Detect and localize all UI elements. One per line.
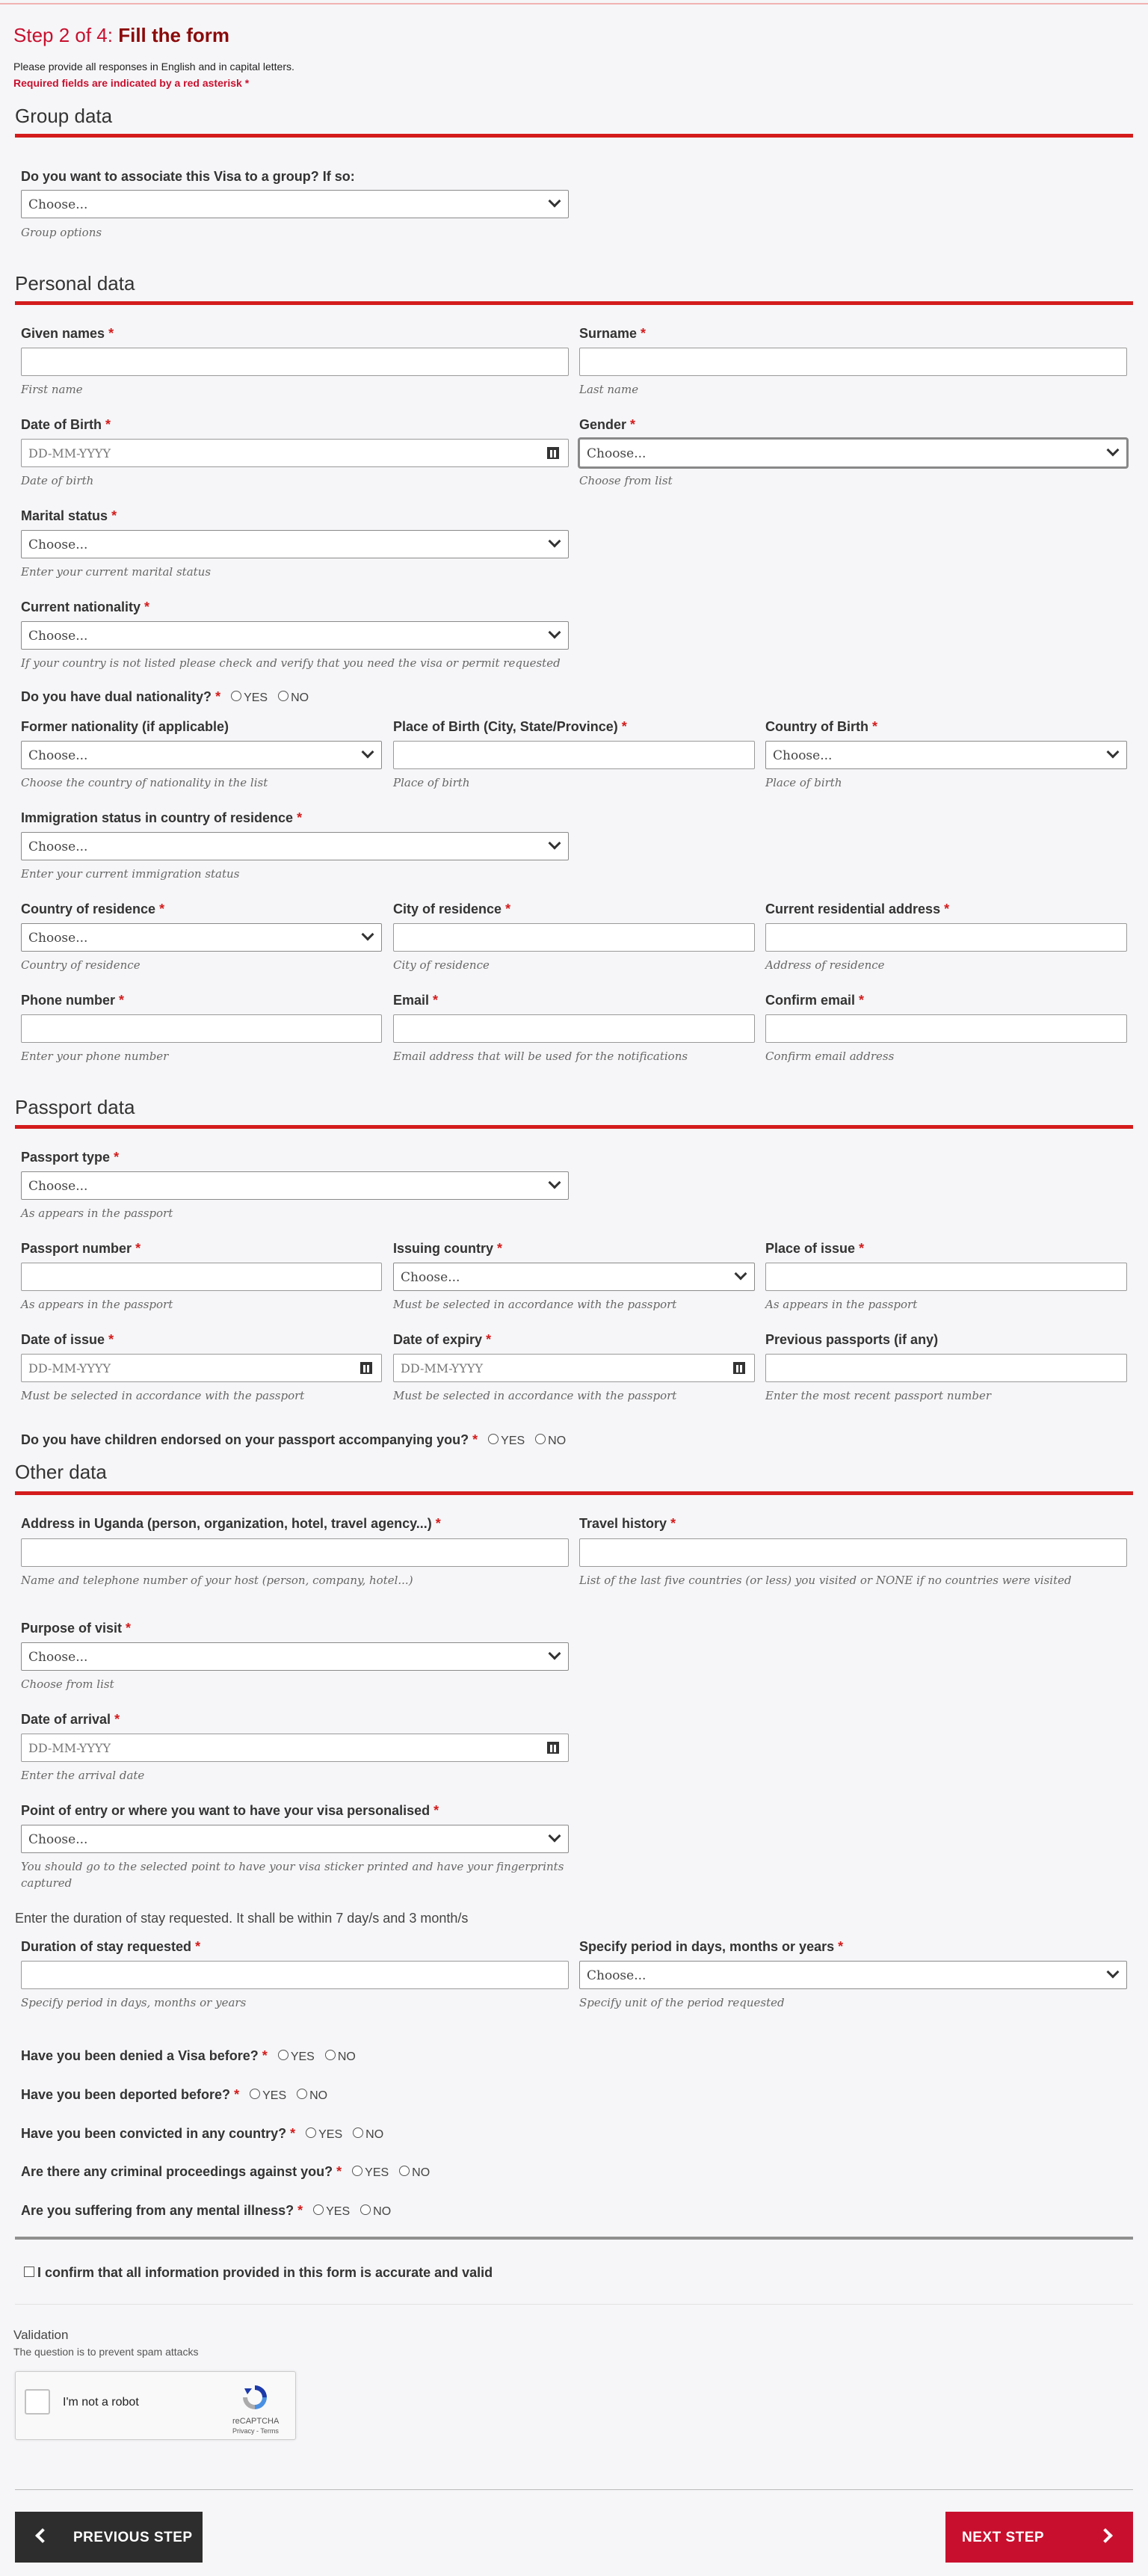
purpose-label: Purpose of visit *	[21, 1621, 132, 1636]
divider	[15, 2304, 1133, 2305]
address-uganda-input[interactable]	[21, 1538, 569, 1567]
marital-help: Enter your current marital status	[21, 565, 212, 579]
email-label: Email *	[393, 993, 439, 1008]
validation-title: Validation	[13, 2328, 69, 2342]
given-names-help: First name	[21, 383, 83, 396]
former-nationality-label: Former nationality (if applicable)	[21, 719, 229, 734]
gender-label: Gender *	[579, 417, 636, 432]
validation-subtitle: The question is to prevent spam attacks	[13, 2346, 199, 2358]
calendar-icon[interactable]	[547, 1742, 559, 1754]
email-input[interactable]	[393, 1014, 755, 1043]
divider	[15, 2237, 1133, 2240]
nationality-label: Current nationality *	[21, 600, 150, 614]
chevron-down-icon	[549, 195, 561, 208]
duration-help: Specify period in days, months or years	[21, 1996, 247, 2009]
passport-type-select[interactable]: Choose...	[21, 1171, 569, 1200]
convicted-question: Have you been convicted in any country? * YES NO	[21, 2126, 384, 2141]
entry-point-label: Point of entry or where you want to have your visa personalised *	[21, 1803, 439, 1818]
chevron-down-icon	[549, 1648, 561, 1660]
passport-number-input[interactable]	[21, 1263, 382, 1291]
intro-text: Please provide all responses in English and in capital letters.	[13, 61, 294, 73]
dual-nationality-no-radio[interactable]	[278, 691, 288, 701]
place-issue-input[interactable]	[765, 1263, 1127, 1291]
denied-no-radio[interactable]	[325, 2050, 336, 2060]
dual-nationality-question: Do you have dual nationality? * YES NO	[21, 689, 309, 704]
duration-input[interactable]	[21, 1961, 569, 1989]
surname-input[interactable]	[579, 348, 1127, 376]
purpose-select[interactable]: Choose...	[21, 1642, 569, 1671]
chevron-down-icon	[549, 837, 561, 850]
immigration-select[interactable]: Choose...	[21, 832, 569, 860]
next-step-button[interactable]	[945, 2512, 1133, 2563]
recaptcha-checkbox[interactable]	[25, 2389, 50, 2415]
confirm-email-label: Confirm email *	[765, 993, 865, 1008]
country-residence-help: Country of residence	[21, 958, 141, 972]
chevron-down-icon	[549, 626, 561, 639]
duration-label: Duration of stay requested *	[21, 1939, 201, 1954]
country-birth-help: Place of birth	[765, 776, 842, 789]
next-step-label: NEXT STEP	[962, 2530, 1045, 2545]
divider	[15, 2489, 1133, 2490]
surname-help: Last name	[579, 383, 639, 396]
criminal-no-radio[interactable]	[399, 2166, 410, 2176]
chevron-down-icon	[1107, 444, 1120, 457]
calendar-icon[interactable]	[360, 1362, 372, 1374]
section-title-passport: Passport data	[15, 1096, 135, 1118]
dob-label: Date of Birth *	[21, 417, 111, 432]
period-unit-select[interactable]: Choose...	[579, 1961, 1127, 1989]
recaptcha-brand: reCAPTCHA	[232, 2417, 280, 2426]
group-help: Group options	[21, 226, 102, 239]
chevron-right-icon	[1098, 2528, 1113, 2543]
dob-input[interactable]: DD-MM-YYYY	[21, 439, 569, 467]
email-help: Email address that will be used for the notifications	[393, 1050, 688, 1063]
country-birth-label: Country of Birth *	[765, 719, 878, 734]
passport-type-help: As appears in the passport	[21, 1207, 173, 1220]
entry-point-help-cont: captured	[21, 1876, 72, 1890]
given-names-input[interactable]	[21, 348, 569, 376]
address-uganda-help: Name and telephone number of your host (person, company, hotel...)	[21, 1574, 413, 1587]
section-title-personal: Personal data	[15, 272, 135, 295]
phone-input[interactable]	[21, 1014, 382, 1043]
criminal-yes-radio[interactable]	[352, 2166, 362, 2176]
deported-no-radio[interactable]	[297, 2089, 307, 2099]
date-expiry-label: Date of expiry *	[393, 1332, 492, 1347]
dob-help: Date of birth	[21, 474, 94, 487]
phone-help: Enter your phone number	[21, 1050, 169, 1063]
convicted-yes-radio[interactable]	[306, 2127, 316, 2138]
group-select[interactable]: Choose...	[21, 190, 569, 218]
former-nationality-select[interactable]: Choose...	[21, 741, 382, 769]
chevron-down-icon	[1107, 1966, 1120, 1979]
criminal-question: Are there any criminal proceedings against you? * YES NO	[21, 2164, 430, 2179]
confirm-email-help: Confirm email address	[765, 1050, 895, 1063]
mental-no-radio[interactable]	[360, 2204, 371, 2215]
travel-history-help: List of the last five countries (or less) you visited or NONE if no countries were visited	[579, 1574, 1072, 1587]
surname-label: Surname *	[579, 326, 646, 341]
date-issue-label: Date of issue *	[21, 1332, 114, 1347]
previous-passports-label: Previous passports (if any)	[765, 1332, 939, 1347]
recaptcha-terms-link[interactable]: Privacy - Terms	[232, 2427, 279, 2435]
place-birth-help: Place of birth	[393, 776, 470, 789]
date-issue-help: Must be selected in accordance with the passport	[21, 1389, 305, 1402]
confirm-row: I confirm that all information provided in this form is accurate and valid	[24, 2265, 493, 2281]
previous-passports-help: Enter the most recent passport number	[765, 1389, 992, 1402]
calendar-icon[interactable]	[733, 1362, 745, 1374]
travel-history-input[interactable]	[579, 1538, 1127, 1567]
city-residence-label: City of residence *	[393, 902, 511, 916]
section-title-other: Other data	[15, 1461, 107, 1483]
children-no-radio[interactable]	[535, 1434, 546, 1444]
section-divider	[15, 134, 1133, 138]
nationality-select[interactable]: Choose...	[21, 621, 569, 650]
arrival-input[interactable]: DD-MM-YYYY	[21, 1734, 569, 1762]
issuing-country-help: Must be selected in accordance with the passport	[393, 1298, 677, 1311]
previous-step-label: PREVIOUS STEP	[73, 2530, 193, 2545]
calendar-icon[interactable]	[547, 447, 559, 459]
entry-point-select[interactable]: Choose...	[21, 1825, 569, 1853]
confirm-email-input[interactable]	[765, 1014, 1127, 1043]
recaptcha-widget	[15, 2371, 296, 2440]
previous-passports-input[interactable]	[765, 1354, 1127, 1382]
gender-select[interactable]: Choose...	[579, 439, 1127, 467]
address-residence-help: Address of residence	[765, 958, 885, 972]
convicted-no-radio[interactable]	[353, 2127, 363, 2138]
gender-help: Choose from list	[579, 474, 673, 487]
chevron-left-icon	[35, 2528, 50, 2543]
children-question: Do you have children endorsed on your passport accompanying you? * YES NO	[21, 1432, 567, 1447]
place-birth-input[interactable]	[393, 741, 755, 769]
passport-type-label: Passport type *	[21, 1150, 120, 1165]
top-border	[0, 3, 1148, 4]
purpose-help: Choose from list	[21, 1677, 114, 1691]
confirm-checkbox[interactable]	[24, 2267, 34, 2277]
country-residence-select[interactable]: Choose...	[21, 923, 382, 952]
place-issue-help: As appears in the passport	[765, 1298, 918, 1311]
required-note: Required fields are indicated by a red asterisk *	[13, 77, 250, 89]
period-unit-label: Specify period in days, months or years *	[579, 1939, 844, 1954]
chevron-down-icon	[362, 746, 374, 759]
marital-select[interactable]: Choose...	[21, 530, 569, 558]
address-uganda-label: Address in Uganda (person, organization, hotel, travel agency...) *	[21, 1516, 441, 1531]
issuing-country-select[interactable]: Choose...	[393, 1263, 755, 1291]
issuing-country-label: Issuing country *	[393, 1241, 503, 1256]
immigration-help: Enter your current immigration status	[21, 867, 240, 881]
recaptcha-logo-icon	[240, 2382, 270, 2412]
place-issue-label: Place of issue *	[765, 1241, 865, 1256]
chevron-down-icon	[362, 928, 374, 941]
country-residence-label: Country of residence *	[21, 902, 165, 916]
chevron-down-icon	[549, 1830, 561, 1843]
denied-yes-radio[interactable]	[278, 2050, 288, 2060]
chevron-down-icon	[735, 1268, 747, 1281]
marital-label: Marital status *	[21, 508, 117, 523]
entry-point-help: You should go to the selected point to have your visa sticker printed and have your fingerprints	[21, 1860, 564, 1873]
denied-question: Have you been denied a Visa before? * YES NO	[21, 2048, 356, 2063]
chevron-down-icon	[549, 535, 561, 548]
address-residence-label: Current residential address *	[765, 902, 950, 916]
dual-nationality-yes-radio[interactable]	[231, 691, 241, 701]
date-expiry-help: Must be selected in accordance with the passport	[393, 1389, 677, 1402]
section-divider	[15, 1125, 1133, 1129]
given-names-label: Given names *	[21, 326, 114, 341]
chevron-down-icon	[1107, 746, 1120, 759]
recaptcha-label: I'm not a robot	[63, 2396, 139, 2409]
group-label: Do you want to associate this Visa to a group? If so:	[21, 169, 355, 184]
section-divider	[15, 1491, 1133, 1495]
step-heading: Step 2 of 4: Fill the form	[13, 24, 229, 46]
date-issue-input[interactable]: DD-MM-YYYY	[21, 1354, 382, 1382]
city-residence-help: City of residence	[393, 958, 490, 972]
date-expiry-input[interactable]: DD-MM-YYYY	[393, 1354, 755, 1382]
children-yes-radio[interactable]	[488, 1434, 499, 1444]
nationality-help: If your country is not listed please check and verify that you need the visa or permit requested	[21, 656, 561, 670]
previous-step-button[interactable]	[15, 2512, 203, 2563]
city-residence-input[interactable]	[393, 923, 755, 952]
passport-number-help: As appears in the passport	[21, 1298, 173, 1311]
travel-history-label: Travel history *	[579, 1516, 676, 1531]
country-birth-select[interactable]: Choose...	[765, 741, 1127, 769]
deported-question: Have you been deported before? * YES NO	[21, 2087, 328, 2102]
deported-yes-radio[interactable]	[250, 2089, 260, 2099]
period-unit-help: Specify unit of the period requested	[579, 1996, 785, 2009]
duration-note: Enter the duration of stay requested. It shall be within 7 day/s and 3 month/s	[15, 1911, 469, 1926]
immigration-label: Immigration status in country of residence *	[21, 810, 303, 825]
mental-question: Are you suffering from any mental illness? * YES NO	[21, 2203, 392, 2218]
address-residence-input[interactable]	[765, 923, 1127, 952]
mental-yes-radio[interactable]	[313, 2204, 324, 2215]
passport-number-label: Passport number *	[21, 1241, 141, 1256]
section-title-group: Group data	[15, 105, 113, 127]
chevron-down-icon	[549, 1177, 561, 1189]
arrival-help: Enter the arrival date	[21, 1769, 145, 1782]
former-nationality-help: Choose the country of nationality in the list	[21, 776, 268, 789]
arrival-label: Date of arrival *	[21, 1712, 120, 1727]
phone-label: Phone number *	[21, 993, 125, 1008]
section-divider	[15, 301, 1133, 305]
place-birth-label: Place of Birth (City, State/Province) *	[393, 719, 627, 734]
